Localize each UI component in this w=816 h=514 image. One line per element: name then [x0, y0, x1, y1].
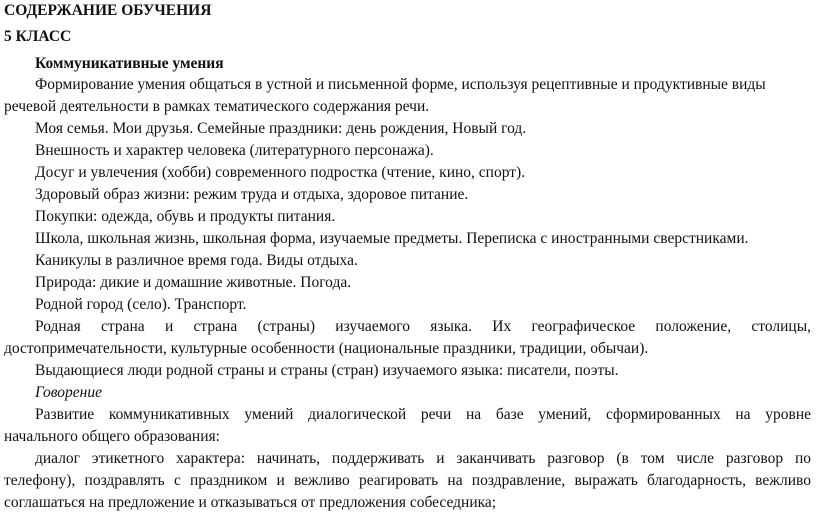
speaking-intro-line-2: начального общего образования: [4, 428, 220, 445]
dialogue-line-3: соглашаться на предложение и отказываться от предложения собеседника; [4, 494, 497, 511]
grade-heading: 5 КЛАСС [4, 28, 72, 45]
topic-shopping: Покупки: одежда, обувь и продукты питания. [35, 208, 336, 225]
speaking-title: Говорение [35, 384, 102, 401]
topic-holidays: Каникулы в различное время года. Виды отдыха. [35, 252, 358, 269]
section-title: Коммуникативные умения [35, 55, 224, 72]
speaking-intro-line-1: Развитие коммуникативных умений диалогической речи на базе умений, сформированных на уровне [35, 406, 811, 423]
intro-line-1: Формирование умения общаться в устной и письменной форме, используя рецептивные и продуктивные виды [35, 76, 766, 93]
topic-nature: Природа: дикие и домашние животные. Погода. [35, 274, 352, 291]
topic-leisure: Досуг и увлечения (хобби) современного подростка (чтение, кино, спорт). [35, 164, 526, 181]
intro-line-2: речевой деятельности в рамках тематического содержания речи. [4, 98, 430, 115]
famous-people: Выдающиеся люди родной страны и страны (стран) изучаемого языка: писатели, поэты. [35, 362, 619, 379]
native-country-line-1: Родная страна и страна (страны) изучаемого языка. Их географическое положение, столицы, [35, 318, 811, 335]
topic-appearance: Внешность и характер человека (литературного персонажа). [35, 142, 434, 159]
document-heading: СОДЕРЖАНИЕ ОБУЧЕНИЯ [4, 2, 212, 19]
topic-family: Моя семья. Мои друзья. Семейные праздники: день рождения, Новый год. [35, 120, 527, 137]
topic-school: Школа, школьная жизнь, школьная форма, изучаемые предметы. Переписка с иностранными сверстниками. [35, 230, 749, 247]
native-country-line-2: достопримечательности, культурные особенности (национальные праздники, традиции, обычаи). [4, 340, 649, 357]
topic-health: Здоровый образ жизни: режим труда и отдыха, здоровое питание. [35, 186, 469, 203]
topic-hometown: Родной город (село). Транспорт. [35, 296, 247, 313]
dialogue-line-1: диалог этикетного характера: начинать, поддерживать и заканчивать разговор (в том числе разговор по [35, 450, 811, 467]
dialogue-line-2: телефону), поздравлять с праздником и вежливо реагировать на поздравление, выражать благодарность, вежливо [4, 472, 811, 489]
